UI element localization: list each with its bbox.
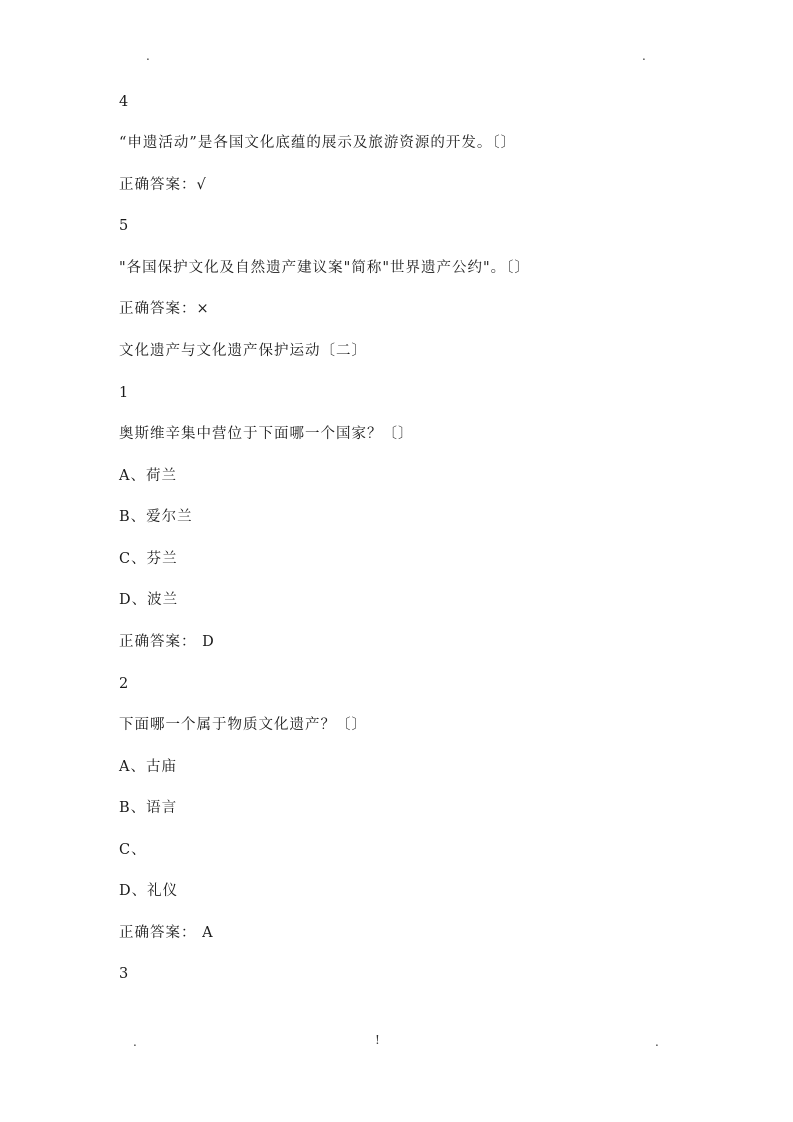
correct-answer: 正确答案： D <box>119 634 215 650</box>
option-c: C、 <box>119 842 147 858</box>
option-d: D、礼仪 <box>119 883 179 899</box>
option-a: A、古庙 <box>119 759 177 775</box>
correct-answer: 正确答案： A <box>119 925 214 941</box>
correct-answer: 正确答案：√ <box>119 177 207 193</box>
question-text: 下面哪一个属于物质文化遗产？〔〕 <box>119 717 367 733</box>
question-text: 奥斯维辛集中营位于下面哪一个国家？〔〕 <box>119 426 414 442</box>
option-a: A、荷兰 <box>119 468 177 484</box>
question-number: 3 <box>119 966 129 982</box>
option-c: C、芬兰 <box>119 551 178 567</box>
page-mark-top-right: . <box>642 49 646 63</box>
section-title: 文化遗产与文化遗产保护运动〔二〕 <box>119 343 367 359</box>
option-b: B、语言 <box>119 800 178 816</box>
correct-answer: 正确答案：× <box>119 301 210 317</box>
option-b: B、爱尔兰 <box>119 509 193 525</box>
question-number: 4 <box>119 94 129 110</box>
page-mark-bottom-center: ! <box>375 1033 380 1047</box>
question-number: 2 <box>119 676 129 692</box>
page-mark-bottom-left: . <box>133 1035 137 1049</box>
question-text: "各国保护文化及自然遗产建议案"简称"世界遗产公约"。〔〕 <box>119 260 530 276</box>
option-d: D、波兰 <box>119 592 179 608</box>
page-mark-top-left: . <box>146 49 150 63</box>
question-number: 5 <box>119 218 129 234</box>
page-mark-bottom-right: . <box>655 1035 659 1049</box>
question-text: “申遗活动”是各国文化底蕴的展示及旅游资源的开发。〔〕 <box>119 135 517 151</box>
question-number: 1 <box>119 385 129 401</box>
